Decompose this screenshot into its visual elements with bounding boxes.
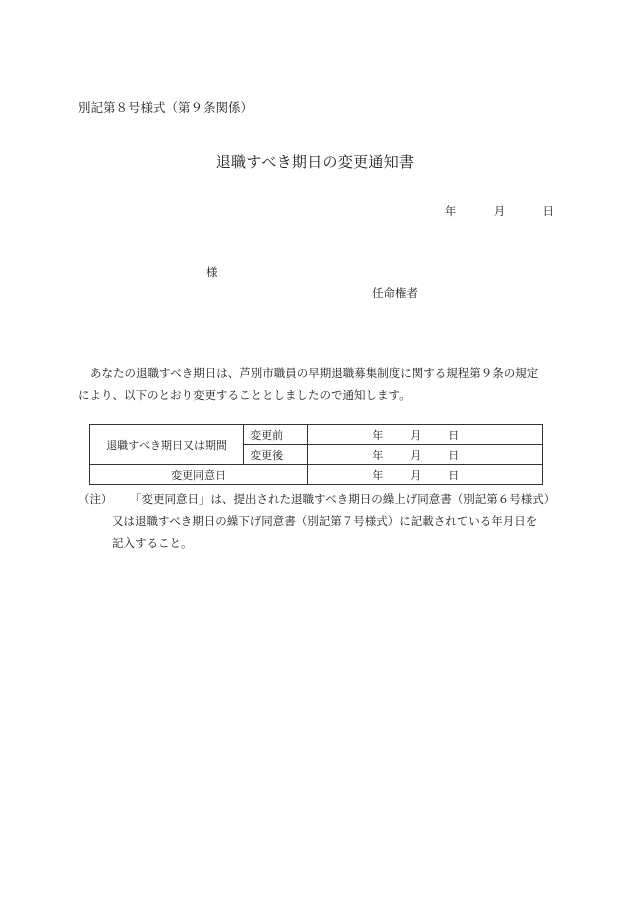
document-title: 退職すべき期日の変更通知書 xyxy=(215,153,415,171)
note-line-1: 「変更同意日」は、提出された退職すべき期日の繰上げ同意書（別記第６号様式） xyxy=(130,492,556,506)
after-date xyxy=(308,445,543,465)
notification-body xyxy=(78,362,558,406)
table-row xyxy=(90,425,543,445)
year-label: 年 xyxy=(372,428,384,442)
change-table xyxy=(89,424,543,485)
day-label: 日 xyxy=(448,448,460,462)
before-label: 変更前 xyxy=(244,425,308,445)
issue-date xyxy=(445,203,554,219)
month-label: 月 xyxy=(410,448,422,462)
year-label: 年 xyxy=(372,468,384,482)
issue-date-month: 月 xyxy=(493,204,506,218)
consent-date xyxy=(308,465,543,485)
issue-date-day: 日 xyxy=(542,204,554,218)
day-label: 日 xyxy=(448,468,460,482)
note-mark: （注） xyxy=(78,492,113,506)
body-line-1: あなたの退職すべき期日は、芦別市職員の早期退職募集制度に関する規程第９条の規定 xyxy=(90,366,539,380)
after-label: 変更後 xyxy=(244,445,308,465)
addressee-suffix: 様 xyxy=(206,265,218,279)
issue-date-year: 年 xyxy=(444,204,457,218)
month-label: 月 xyxy=(410,468,422,482)
note-line-2: 又は退職すべき期日の繰下げ同意書（別記第７号様式）に記載されている年月日を xyxy=(112,514,538,528)
body-line-2: により、以下のとおり変更することとしましたので通知します。 xyxy=(78,388,411,402)
before-date xyxy=(308,425,543,445)
notes xyxy=(78,488,568,554)
day-label: 日 xyxy=(448,428,460,442)
month-label: 月 xyxy=(410,428,422,442)
form-reference: 別記第８号様式（第９条関係） xyxy=(78,100,254,115)
note-item xyxy=(78,488,568,510)
consent-date-label: 変更同意日 xyxy=(90,465,308,485)
period-label: 退職すべき期日又は期間 xyxy=(90,425,244,465)
year-label: 年 xyxy=(372,448,384,462)
issuer-label: 任命権者 xyxy=(372,286,418,300)
note-line-3: 記入すること。 xyxy=(112,536,193,550)
table-row xyxy=(90,465,543,485)
